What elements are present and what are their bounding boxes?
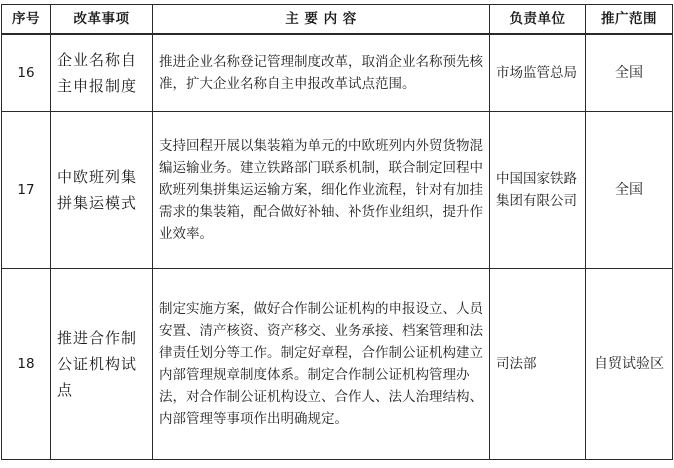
row-scope: 自贸试验区 [586, 269, 673, 460]
row-item: 中欧班列集拼集运模式 [51, 112, 153, 269]
row-no: 18 [2, 269, 51, 460]
row-item: 企业名称自主申报制度 [51, 34, 153, 112]
table-row [2, 34, 673, 112]
row-scope: 全国 [586, 34, 673, 112]
row-scope: 全国 [586, 112, 673, 269]
header-scope: 推广范围 [586, 5, 673, 35]
row-no: 16 [2, 34, 51, 112]
reform-table [1, 4, 673, 460]
header-content: 主 要 内 容 [153, 5, 490, 35]
row-content: 推进企业名称登记管理制度改革，取消企业名称预先核准，扩大企业名称自主申报改革试点范围。 [153, 34, 490, 112]
row-no: 17 [2, 112, 51, 269]
row-content: 支持回程开展以集装箱为单元的中欧班列内外贸货物混编运输业务。建立铁路部门联系机制，联合制定回程中欧班列集拼集运运输方案，细化作业流程，针对有加挂需求的集装箱，配合做好补轴、补货作业组织，提升作业效率。 [153, 112, 490, 269]
table-row [2, 269, 673, 460]
row-item: 推进合作制公证机构试点 [51, 269, 153, 460]
header-item: 改革事项 [51, 5, 153, 35]
row-unit: 司法部 [490, 269, 586, 460]
row-unit: 市场监管总局 [490, 34, 586, 112]
row-content: 制定实施方案，做好合作制公证机构的申报设立、人员安置、清产核资、资产移交、业务承接、档案管理和法律责任划分等工作。制定好章程，合作制公证机构建立内部管理规章制度体系。制定合作制公证机构管理办法，对合作制公证机构设立、合作人、法人治理结构、内部管理等事项作出明确规定。 [153, 269, 490, 460]
header-no: 序号 [2, 5, 51, 35]
table-row [2, 112, 673, 269]
row-unit: 中国国家铁路集团有限公司 [490, 112, 586, 269]
header-unit: 负责单位 [490, 5, 586, 35]
table-header-row [2, 5, 673, 35]
